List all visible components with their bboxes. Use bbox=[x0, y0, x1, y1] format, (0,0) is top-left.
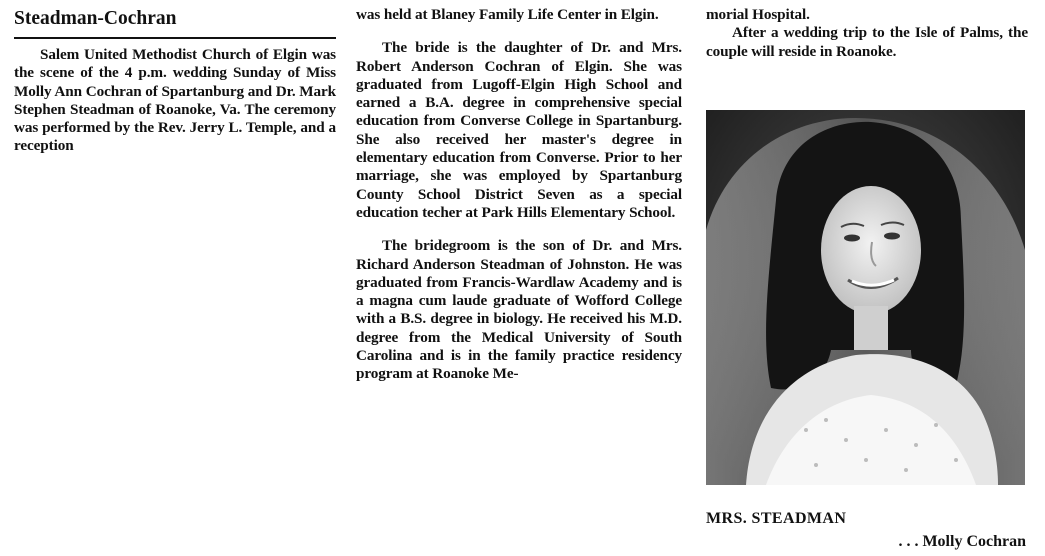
column-2 bbox=[356, 0, 682, 384]
column-3 bbox=[706, 0, 1028, 61]
column-1 bbox=[14, 0, 336, 156]
bride-photo bbox=[706, 110, 1025, 485]
photo-caption-name: . . . Molly Cochran bbox=[898, 533, 1026, 550]
article-paragraph: The bridegroom is the son of Dr. and Mrs. Richard Anderson Steadman of Johnston. He was graduated from Francis-Wardlaw Academy and is a magna cum laude graduate of Wofford College with a B.S. degree in biology. He received his M.D. degree from the Medical University of South Carolina and is in the family practice residency program at Roanoke Me- bbox=[356, 237, 682, 383]
article-paragraph: morial Hospital. bbox=[706, 6, 810, 23]
article-paragraph: After a wedding trip to the Isle of Palms, the couple will reside in Roanoke. bbox=[706, 24, 1028, 60]
article-paragraph: The bride is the daughter of Dr. and Mrs. Robert Anderson Cochran of Elgin. She was graduated from Lugoff-Elgin High School and earned a B.A. degree in comprehensive special education from Converse College in Spartanburg. She also received her master's degree in elementary education from Converse. Prior to her marriage, she was employed by Spartanburg County School District Seven as a special education techer at Park Hills Elementary School. bbox=[356, 39, 682, 221]
article-paragraph: Salem United Methodist Church of Elgin was the scene of the 4 p.m. wedding Sunday of Miss Molly Ann Cochran of Spartanburg and Dr. Mark Stephen Steadman of Roanoke, Va. The ceremony was performed by the Rev. Jerry L. Temple, and a reception bbox=[14, 46, 336, 155]
bride-portrait-illustration bbox=[706, 110, 1025, 485]
photo-caption-title: MRS. STEADMAN bbox=[706, 510, 847, 527]
article-paragraph: was held at Blaney Family Life Center in Elgin. bbox=[356, 6, 659, 23]
article-headline: Steadman-Cochran bbox=[14, 7, 336, 39]
